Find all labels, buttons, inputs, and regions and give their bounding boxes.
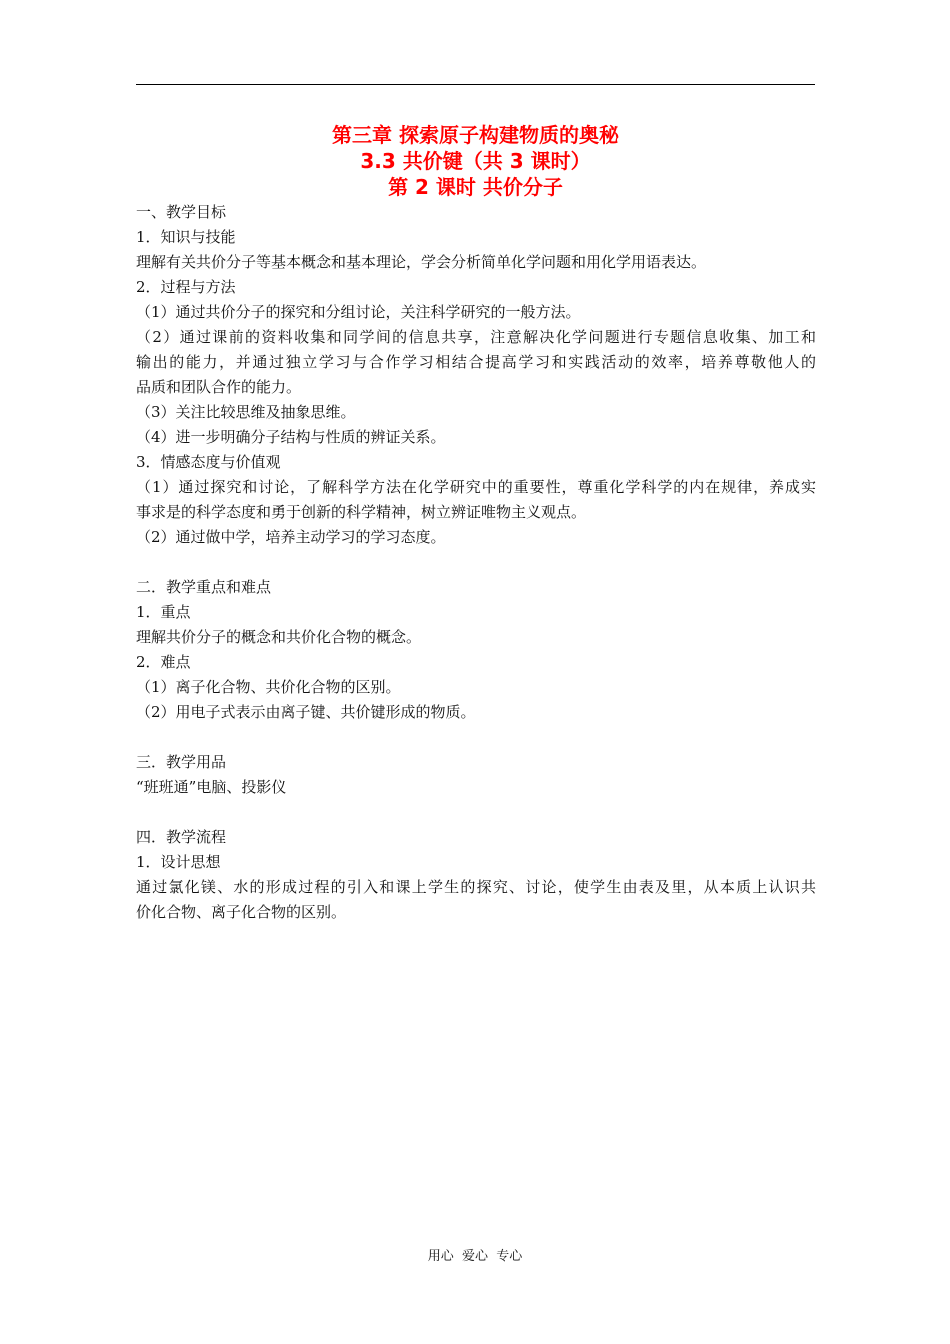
paragraph-line: （2）通过课前的资料收集和同学间的信息共享，注意解决化学问题进行专题信息收集、加工和 [136,328,816,346]
subheading-attitude: 3．情感态度与价值观 [136,453,281,471]
section-heading-materials: 三．教学用品 [136,753,227,771]
paragraph-line: 事求是的科学态度和勇于创新的科学精神，树立辨证唯物主义观点。 [136,503,587,521]
document-body [136,200,816,925]
paragraph-line: 品质和团队合作的能力。 [136,378,302,396]
paragraph: 理解共价分子的概念和共价化合物的概念。 [136,628,422,646]
subheading-knowledge: 1．知识与技能 [136,228,236,246]
paragraph-line: （1）通过探究和讨论，了解科学方法在化学研究中的重要性，尊重化学科学的内在规律，养成实 [136,478,816,496]
section-heading-process: 四．教学流程 [136,828,227,846]
section-heading-key-points: 二．教学重点和难点 [136,578,272,596]
header-rule [136,84,815,85]
chapter-title: 第三章 探索原子构建物质的奥秘 [332,123,619,147]
paragraph-line: 输出的能力，并通过独立学习与合作学习相结合提高学习和实践活动的效率，培养尊敬他人的 [136,353,816,371]
paragraph: （1）离子化合物、共价化合物的区别。 [136,678,401,696]
paragraph: “班班通”电脑、投影仪 [136,778,287,796]
subheading-design: 1．设计思想 [136,853,221,871]
spacer [136,800,816,825]
paragraph-line: 价化合物、离子化合物的区别。 [136,903,347,921]
paragraph: （2）通过做中学，培养主动学习的学习态度。 [136,528,446,546]
section-title: 3.3 共价键（共 3 课时） [360,149,591,173]
paragraph: （1）通过共价分子的探究和分组讨论，关注科学研究的一般方法。 [136,303,581,321]
page-footer: 用心 爱心 专心 [427,1249,523,1264]
paragraph: 理解有关共价分子等基本概念和基本理论，学会分析简单化学问题和用化学用语表达。 [136,253,707,271]
document-title [136,122,815,200]
subheading-focus: 1．重点 [136,603,191,621]
section-heading-objectives: 一、教学目标 [136,203,227,221]
lesson-title: 第 2 课时 共价分子 [388,175,563,199]
paragraph: （3）关注比较思维及抽象思维。 [136,403,356,421]
paragraph: （4）进一步明确分子结构与性质的辨证关系。 [136,428,446,446]
spacer [136,550,816,575]
subheading-process: 2．过程与方法 [136,278,236,296]
paragraph: （2）用电子式表示由离子键、共价键形成的物质。 [136,703,476,721]
subheading-difficulty: 2．难点 [136,653,191,671]
paragraph-line: 通过氯化镁、水的形成过程的引入和课上学生的探究、讨论，使学生由表及里，从本质上认识共 [136,878,816,896]
spacer [136,725,816,750]
